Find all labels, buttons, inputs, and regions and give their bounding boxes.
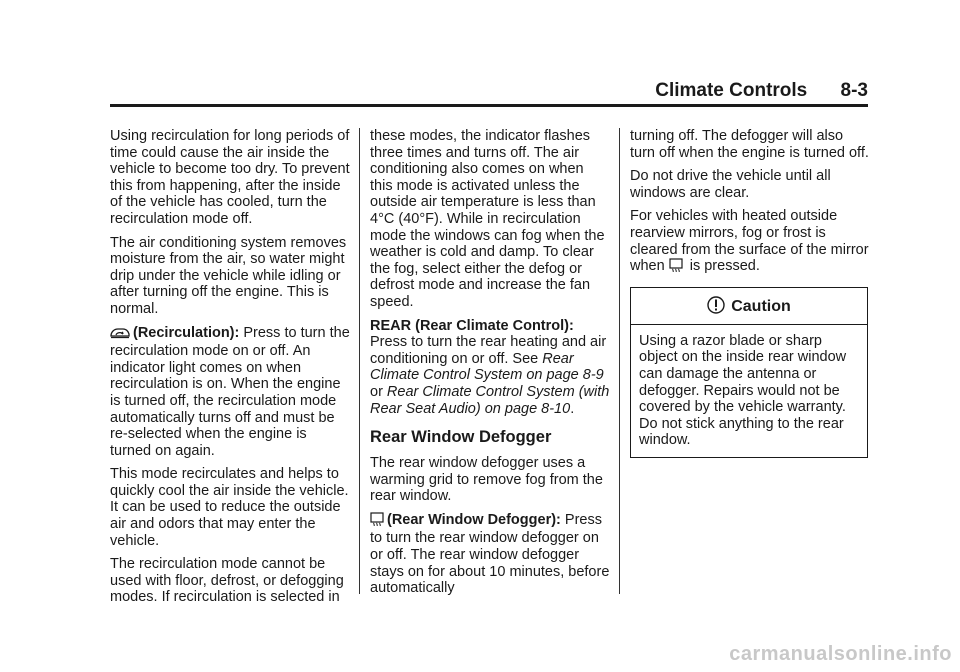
cross-reference-link[interactable]: Rear Climate Control System on page 8-9: [370, 350, 604, 384]
paragraph: This mode recirculates and helps to quickly cool the air inside the vehicle. It can be used to reduce the outside air and odors that may enter the vehicle.: [110, 466, 349, 549]
rear-defogger-label: (Rear Window Defogger):: [387, 511, 561, 528]
caution-box: [630, 287, 868, 458]
paragraph: [370, 512, 610, 597]
mirror-text-end: is pressed.: [685, 258, 760, 275]
rear-defogger-icon: [669, 258, 683, 277]
paragraph: The rear window defogger uses a warming grid to remove fog from the rear window.: [370, 455, 603, 505]
section-title: Climate Controls: [655, 80, 808, 101]
caution-title: Caution: [731, 297, 791, 315]
paragraph: [630, 208, 870, 276]
paragraph: turning off. The defogger will also turn off when the engine is turned off.: [630, 128, 869, 161]
paragraph: [110, 325, 350, 460]
paragraph: Do not drive the vehicle until all windows are clear.: [630, 168, 831, 201]
watermark: carmanualsonline.info: [729, 643, 952, 665]
caution-header: [631, 288, 867, 325]
mirror-text: For vehicles with heated outside rearview mirrors, fog or frost is cleared from the surface of the mirror when: [630, 208, 869, 275]
cross-reference-link[interactable]: Rear Climate Control System (with Rear Seat Audio) on page 8-10: [370, 383, 610, 417]
recirculation-icon: [110, 326, 130, 344]
rear-defogger-text: Press to turn the rear window defogger on or off. The rear window defogger stays on for about 10 minutes, before automatically: [370, 511, 610, 597]
column-divider: [359, 128, 360, 594]
recirculation-label: (Recirculation):: [133, 324, 240, 341]
paragraph: Using recirculation for long periods of time could cause the air inside the vehicle to become too dry. To prevent this from happening, after the inside of the vehicle has cooled, turn the recirculation mode off.: [110, 128, 350, 227]
paragraph: The recirculation mode cannot be used with floor, defrost, or defogging modes. If recirculation is selected in: [110, 556, 344, 606]
period-text: .: [570, 400, 575, 417]
paragraph: [370, 318, 610, 418]
rear-defogger-icon: [370, 512, 384, 531]
rear-climate-text: Press to turn the rear heating and air conditioning on or off. See: [370, 334, 607, 367]
header-rule: [110, 104, 868, 107]
page-header: [110, 80, 868, 102]
column-divider: [619, 128, 620, 594]
column-1: [110, 128, 350, 613]
page-number: 8-3: [840, 80, 868, 101]
recirculation-text: Press to turn the recirculation mode on or off. An indicator light comes on when recirculation is on. When the engine is turned off, the recirculation mode automatically turns off and must be re-selected when the engine is turned on again.: [110, 324, 350, 459]
caution-icon: [707, 296, 725, 314]
section-heading: Rear Window Defogger: [370, 428, 552, 447]
column-2: [370, 128, 610, 604]
rear-climate-label: REAR (Rear Climate Control):: [370, 317, 574, 334]
column-3: [630, 128, 870, 458]
paragraph: The air conditioning system removes moisture from the air, so water might drip under the vehicle while idling or after turning off the engine. This is normal.: [110, 234, 347, 317]
paragraph: these modes, the indicator flashes three times and turns off. The air conditioning also comes on when this mode is activated unless the outside air temperature is less than 4°C (40°F). While in recirculation mode the windows can fog when the weather is cold and damp. To clear the fog, select either the defog or defrost mode and increase the fan speed.: [370, 128, 605, 310]
conjunction-text: or: [370, 383, 387, 400]
caution-text: Using a razor blade or sharp object on the inside rear window can damage the antenna or defogger. Repairs would not be covered by the vehicle warranty. Do not stick anything to the rear window.: [639, 332, 847, 449]
